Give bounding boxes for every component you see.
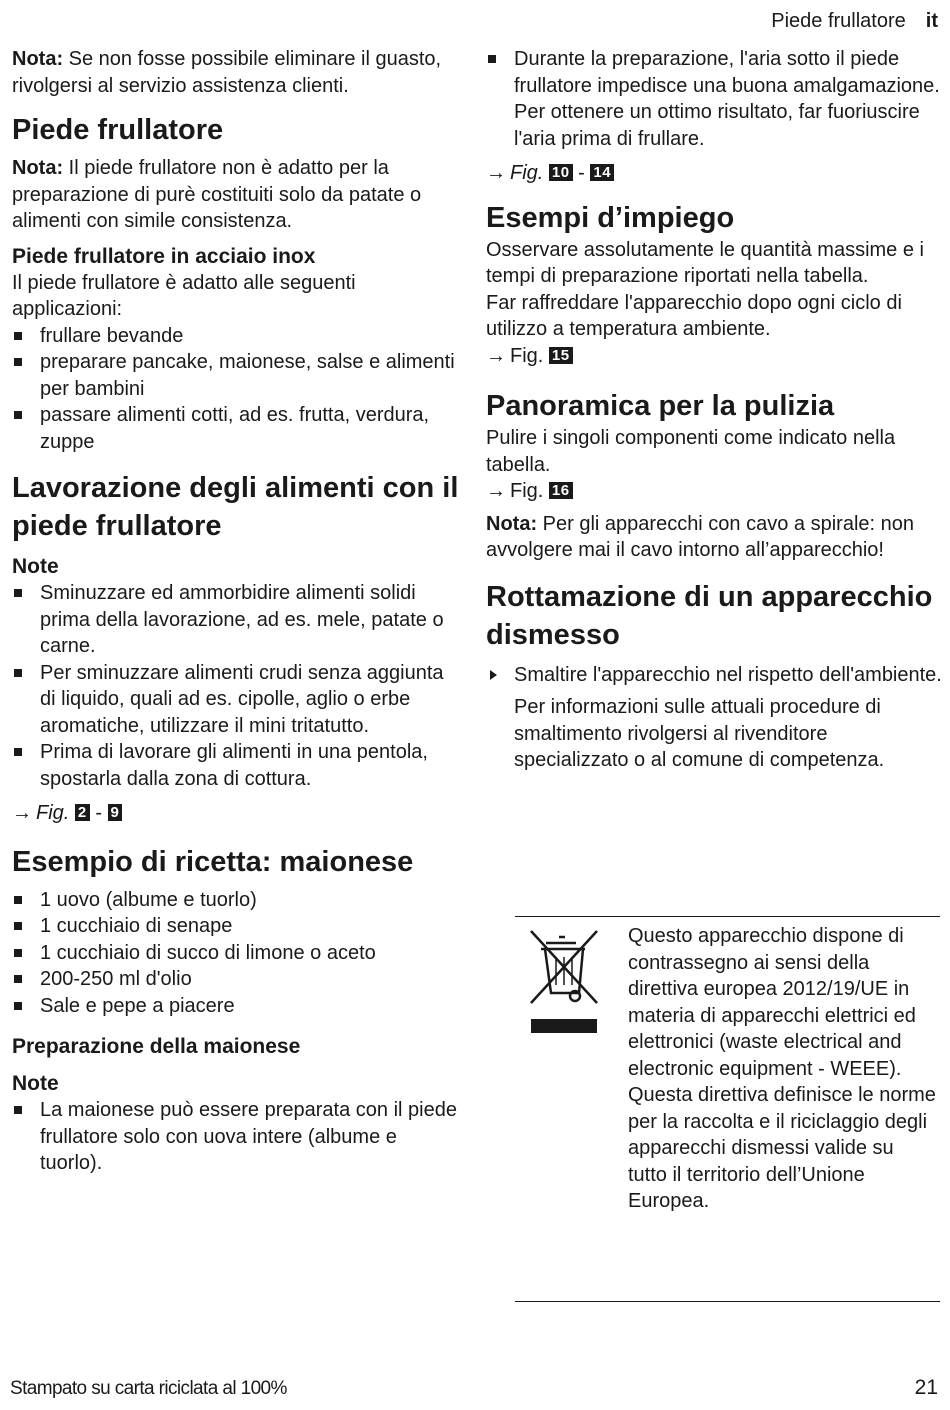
list-item: 200-250 ml d'olio (12, 966, 460, 993)
fig-label: Fig. (510, 162, 544, 184)
note-label: Nota: (12, 157, 64, 179)
list-item: La maionese può essere preparata con il piede frullatore solo con uova intere (albume e tuorlo). (12, 1097, 460, 1177)
fig-number-badge: 10 (549, 164, 573, 181)
figure-reference (486, 343, 942, 370)
inox-list (12, 323, 460, 456)
list-item: 1 uovo (albume e tuorlo) (12, 887, 460, 914)
fig-label: Fig. (510, 344, 544, 367)
inox-intro: Il piede frullatore è adatto alle seguenti applicazioni: (12, 271, 356, 320)
footer-recycled-paper: Stampato su carta riciclata al 100% (10, 1378, 287, 1399)
heading-piede-frullatore: Piede frullatore (12, 114, 224, 146)
list-item: frullare bevande (12, 323, 460, 350)
figure-reference (486, 160, 942, 187)
note-label: Nota: (486, 512, 538, 535)
fig-label: Fig. (36, 802, 70, 824)
rottamazione-paragraph: Per informazioni sulle attuali procedure di smaltimento rivolgersi al rivenditore specializzato o al comune di competenza. (514, 696, 885, 771)
list-item: 1 cucchiaio di senape (12, 913, 460, 940)
lavorazione-list (12, 580, 460, 792)
note-text: Per gli apparecchi con cavo a spirale: non avvolgere mai il cavo intorno all’apparecchio! (486, 512, 914, 561)
list-item: Prima di lavorare gli alimenti in una pentola, spostarla dalla zona di cottura. (12, 739, 460, 792)
list-item: passare alimenti cotti, ad es. frutta, verdura, zuppe (12, 402, 460, 455)
fig-number-badge: 2 (75, 804, 90, 821)
esempi-paragraph: Osservare assolutamente le quantità massime e i tempi di preparazione riportati nella tabella. (486, 238, 924, 287)
list-item: 1 cucchiaio di succo di limone o aceto (12, 940, 460, 967)
heading-rottamazione: Rottamazione di un apparecchio dismesso (486, 580, 933, 651)
list-item: preparare pancake, maionese, salse e alimenti per bambini (12, 349, 460, 402)
heading-esempi: Esempi d’impiego (486, 201, 735, 234)
heading-acciaio-inox: Piede frullatore in acciaio inox (12, 244, 316, 268)
figure-reference (12, 800, 460, 827)
arrow-right-icon: → (486, 162, 506, 184)
fig-dash: - (578, 162, 585, 184)
arrow-right-icon: → (486, 344, 506, 367)
list-item: Sale e pepe a piacere (12, 993, 460, 1020)
list-item: Smaltire l'apparecchio nel rispetto dell'ambiente. (486, 662, 942, 689)
header-language: it (925, 10, 938, 32)
left-column (12, 46, 460, 1177)
weee-text (628, 923, 938, 1215)
note-text: Il piede frullatore non è adatto per la preparazione di purè costituiti solo da patate o alimenti con simile consistenza. (12, 157, 422, 232)
intro-note (12, 46, 460, 99)
heading-preparazione: Preparazione della maionese (12, 1035, 301, 1058)
note-heading: Note (12, 555, 59, 578)
list-item: Sminuzzare ed ammorbidire alimenti solidi prima della lavorazione, ad es. mele, patate o carne. (12, 580, 460, 660)
weee-paragraph: Questo apparecchio dispone di contrassegno ai sensi della direttiva europea 2012/19/UE in materia di apparecchi elettrici ed elettronici (waste electrical and electronic equipment - WEEE). (628, 925, 916, 1080)
ricetta-list (12, 887, 460, 1020)
arrow-right-icon: → (12, 802, 32, 824)
preparazione-list-continued (486, 46, 942, 152)
fig-number-badge: 9 (108, 804, 123, 821)
fig-number-badge: 15 (549, 347, 573, 364)
crossed-out-wheelie-bin-icon (523, 923, 605, 1039)
fig-dash: - (95, 802, 102, 824)
right-column (486, 46, 942, 774)
piede-note (12, 155, 460, 235)
preparazione-list (12, 1097, 460, 1177)
fig-label: Fig. (510, 480, 544, 502)
list-item: Durante la preparazione, l'aria sotto il piede frullatore impedisce una buona amalgamazione. Per ottenere un ottimo risultato, far fuoriuscire l'aria prima di frullare. (486, 46, 942, 152)
fig-number-badge: 16 (549, 482, 573, 499)
arrow-right-icon: → (486, 480, 506, 502)
pulizia-paragraph: Pulire i singoli componenti come indicato nella tabella. (486, 427, 896, 476)
figure-reference (486, 478, 942, 505)
note-text: Se non fosse possibile eliminare il guasto, rivolgersi al servizio assistenza clienti. (12, 48, 442, 97)
note-label: Nota: (12, 48, 64, 70)
weee-paragraph: Questa direttiva definisce le norme per la raccolta e il riciclaggio degli apparecchi dismessi valide su tutto il territorio dell’Unione Europea. (628, 1084, 936, 1212)
rottamazione-list (486, 662, 942, 689)
heading-ricetta: Esempio di ricetta: maionese (12, 845, 414, 878)
pulizia-note (486, 511, 942, 564)
heading-pulizia: Panoramica per la pulizia (486, 390, 835, 422)
note-heading: Note (12, 1072, 59, 1095)
page-header (771, 9, 938, 33)
list-item: Per sminuzzare alimenti crudi senza aggiunta di liquido, quali ad es. cipolle, aglio o erbe aromatiche, utilizzare il mini tritatutto. (12, 660, 460, 740)
header-section-title: Piede frullatore (771, 10, 906, 32)
fig-number-badge: 14 (590, 164, 614, 181)
page-number: 21 (914, 1376, 938, 1399)
weee-notice (515, 916, 940, 1302)
esempi-paragraph: Far raffreddare l'apparecchio dopo ogni ciclo di utilizzo a temperatura ambiente. (486, 291, 902, 340)
heading-lavorazione: Lavorazione degli alimenti con il piede frullatore (12, 472, 459, 542)
